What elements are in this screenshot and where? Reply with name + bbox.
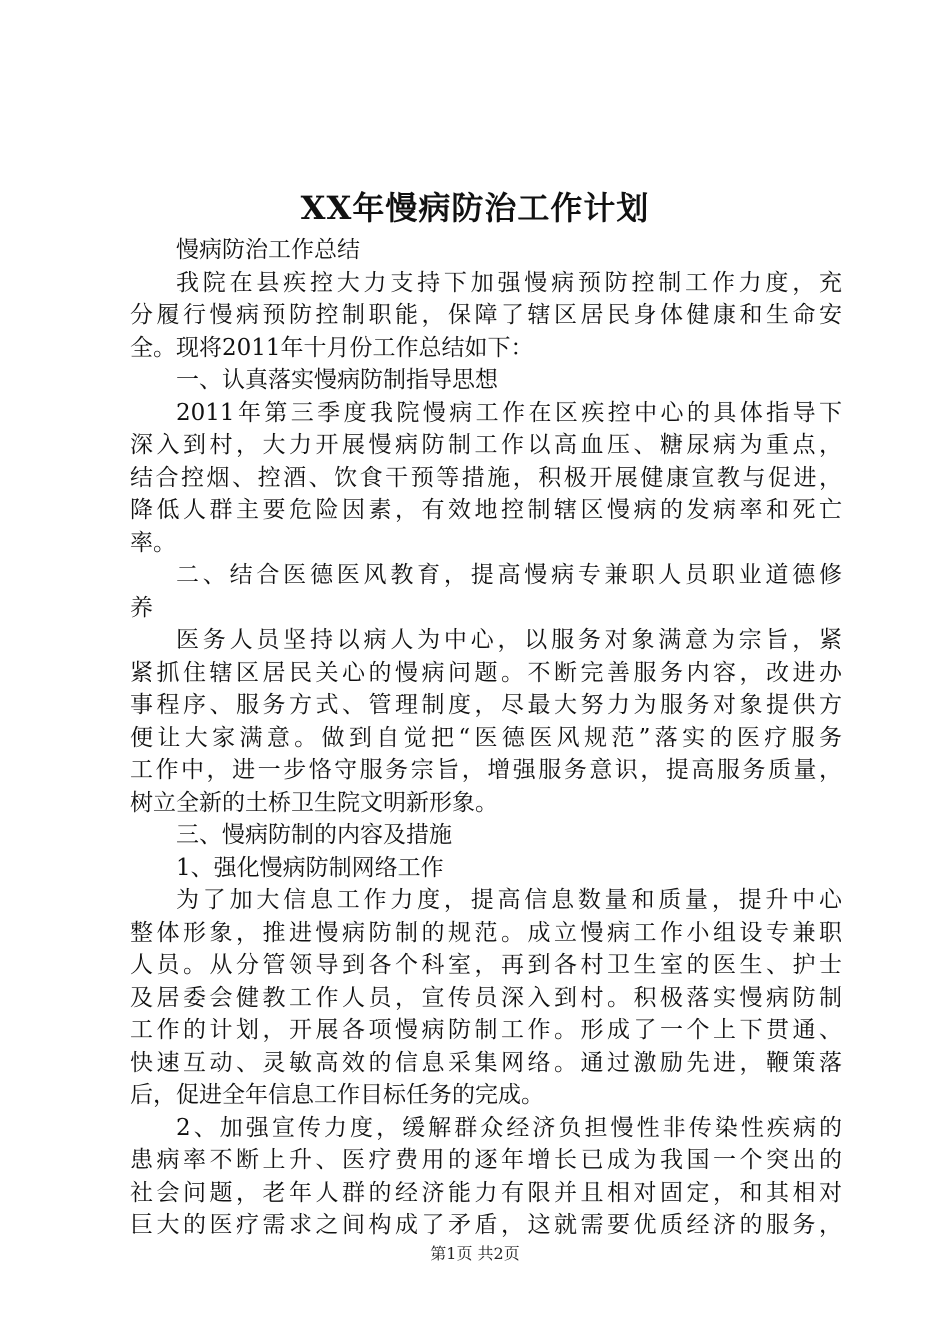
paragraph-line: 巨大的医疗需求之间构成了矛盾，这就需要优质经济的服务， xyxy=(130,1212,842,1238)
paragraph-line: 二、结合医德医风教育，提高慢病专兼职人员职业道德修 xyxy=(176,562,842,588)
paragraph-line: 工作的计划，开展各项慢病防制工作。形成了一个上下贯通、 xyxy=(130,1017,842,1043)
paragraph-line: 深入到村，大力开展慢病防制工作以高血压、糖尿病为重点， xyxy=(130,432,842,458)
paragraph-line: 降低人群主要危险因素，有效地控制辖区慢病的发病率和死亡 xyxy=(130,497,842,523)
paragraph-line: 工作中，进一步恪守服务宗旨，增强服务意识，提高服务质量， xyxy=(130,757,842,783)
paragraph-line: 整体形象，推进慢病防制的规范。成立慢病工作小组设专兼职 xyxy=(130,919,842,946)
paragraph-line: 慢病防治工作总结 xyxy=(176,237,360,263)
paragraph-line: 人员。从分管领导到各个科室，再到各村卫生室的医生、护士 xyxy=(130,952,842,978)
paragraph-line: 我院在县疾控大力支持下加强慢病预防控制工作力度，充 xyxy=(176,269,842,296)
paragraph-line: 及居委会健教工作人员，宣传员深入到村。积极落实慢病防制 xyxy=(130,984,842,1011)
paragraph-line: 事程序、服务方式、管理制度，尽最大努力为服务对象提供方 xyxy=(130,692,842,718)
paragraph-line: 紧抓住辖区居民关心的慢病问题。不断完善服务内容，改进办 xyxy=(130,659,842,686)
paragraph-line: 后，促进全年信息工作目标任务的完成。 xyxy=(130,1082,544,1108)
paragraph-line: 社会问题，老年人群的经济能力有限并且相对固定，和其相对 xyxy=(130,1179,842,1206)
paragraph-line: 1、强化慢病防制网络工作 xyxy=(176,854,444,881)
paragraph-line: 树立全新的土桥卫生院文明新形象。 xyxy=(130,789,498,816)
document-title: XX年慢病防治工作计划 xyxy=(300,189,650,227)
paragraph-line: 医务人员坚持以病人为中心，以服务对象满意为宗旨，紧 xyxy=(176,627,842,653)
paragraph-line: 患病率不断上升、医疗费用的逐年增长已成为我国一个突出的 xyxy=(130,1147,842,1173)
paragraph-line: 一、认真落实慢病防制指导思想 xyxy=(176,367,498,393)
page-footer: 第1页 共2页 xyxy=(430,1244,520,1263)
document-body xyxy=(130,234,842,1242)
paragraph-line: 结合控烟、控酒、饮食干预等措施，积极开展健康宣教与促进， xyxy=(130,464,842,491)
paragraph-line: 2、加强宣传力度，缓解群众经济负担慢性非传染性疾病的 xyxy=(176,1114,842,1141)
paragraph-line: 2011年第三季度我院慢病工作在区疾控中心的具体指导下 xyxy=(176,399,842,426)
paragraph-line: 率。 xyxy=(130,529,176,556)
paragraph-line: 为了加大信息工作力度，提高信息数量和质量，提升中心 xyxy=(176,887,842,913)
paragraph-line: 三、慢病防制的内容及措施 xyxy=(176,822,452,848)
paragraph-line: 全。现将2011年十月份工作总结如下： xyxy=(130,334,534,361)
paragraph-line: 便让大家满意。做到自觉把“医德医风规范”落实的医疗服务 xyxy=(130,724,842,751)
paragraph-line: 分履行慢病预防控制职能，保障了辖区居民身体健康和生命安 xyxy=(130,302,842,328)
paragraph-line: 养 xyxy=(130,594,153,621)
paragraph-line: 快速互动、灵敏高效的信息采集网络。通过激励先进，鞭策落 xyxy=(130,1049,842,1076)
